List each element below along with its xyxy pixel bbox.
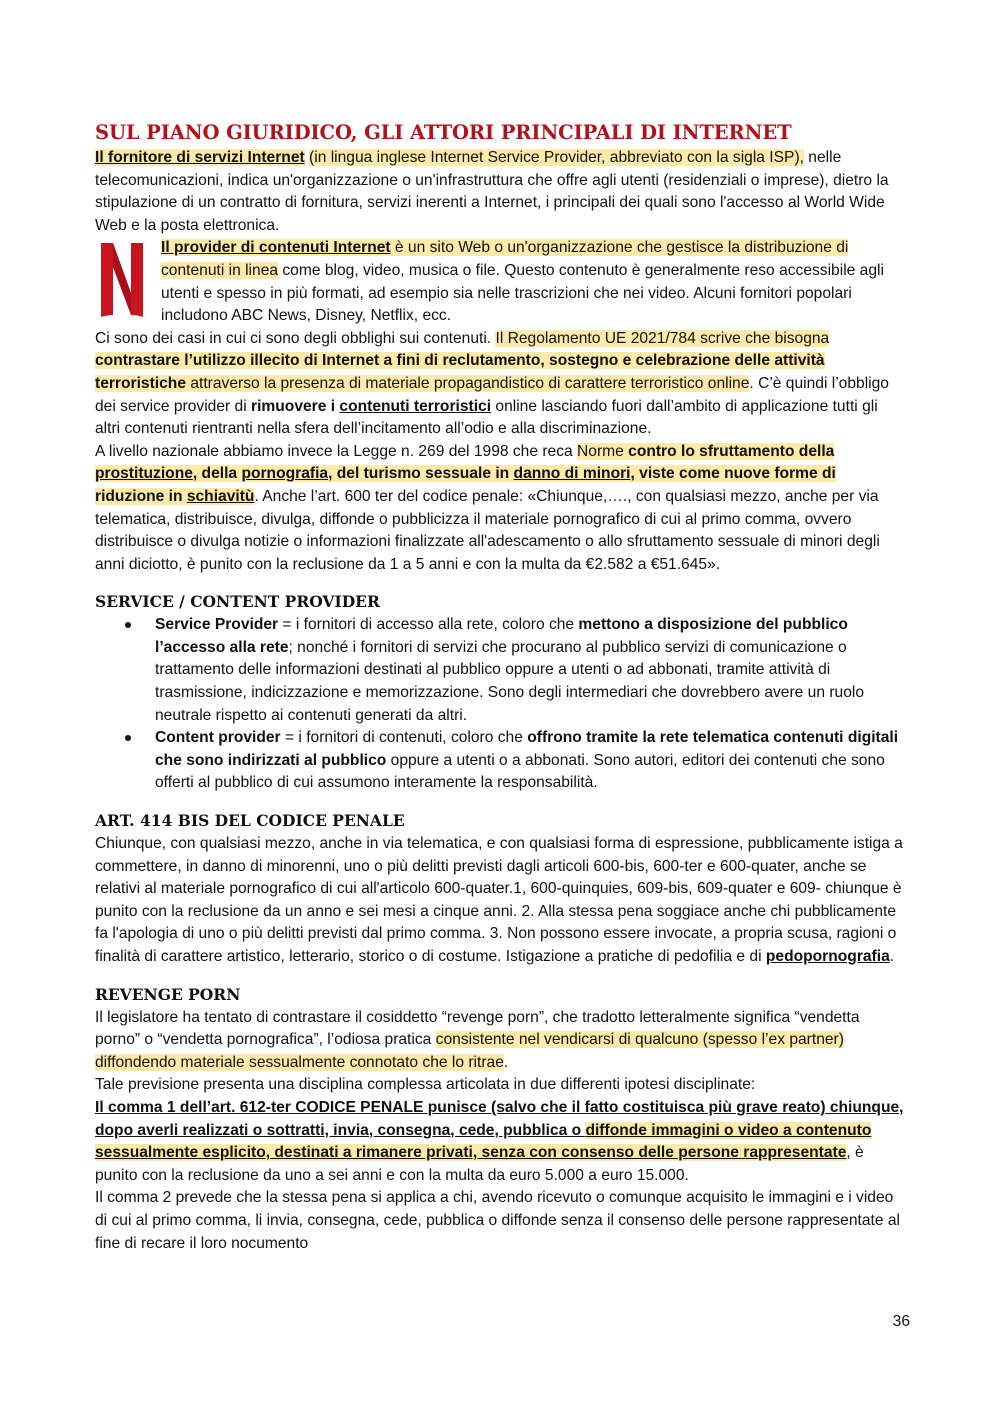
isp-rest: nelle telecomunicazioni, indica un'organizzazione o un'infrastruttura che offre agli utenti (residenziali o imprese), dietro la stipulazione di un contratto di fornitura, servizi inerenti a Internet, i principali dei quali sono l'accesso al World Wide Web e la posta elettronica. <box>95 149 889 234</box>
revenge-comma1-bold: Il comma 1 dell’art. 612-ter CODICE PENALE punisce (salvo che il fatto costituisca più grave reato) chiunque, dopo averli realizzati o sottratti, invia, consegna, cede, pubblica o <box>95 1098 904 1139</box>
obblighi-hl-bold: contrastare l’utilizzo illecito di Internet a fini di reclutamento, sostegno e celebrazione delle attività terroristiche <box>95 352 825 392</box>
revenge-paragraph-4: Il comma 2 prevede che la stessa pena si applica a chi, avendo ricevuto o comunque acquisito le immagini e i video di cui al primo comma, li invia, consegna, cede, pubblica o diffonde senza il consenso delle persone rappresentate al fine di recare il loro nocumento <box>95 1189 901 1252</box>
legge-hl-1: Norme <box>577 442 629 460</box>
isp-paragraph <box>95 147 907 237</box>
isp-paren: (in lingua inglese Internet Service Provider, abbreviato con la sigla ISP), <box>309 149 804 166</box>
art414-bold: pedopornografia <box>765 948 890 965</box>
revenge-hl-1: consistente nel vendicarsi di qualcuno (spesso l’ex partner) diffondendo materiale sessualmente connotato che lo ritrae <box>95 1031 844 1071</box>
list-item <box>95 727 907 795</box>
art414-paragraph <box>95 833 907 969</box>
bullet-icon <box>125 735 131 741</box>
obblighi-bold-2: contenuti terroristici <box>339 397 492 415</box>
revenge-text-2: . <box>503 1053 509 1071</box>
content-provider-term: Il provider di contenuti Internet <box>161 239 391 257</box>
legge-hl-4: , della <box>192 465 242 483</box>
section-heading-art414: ART. 414 BIS DEL CODICE PENALE <box>95 811 405 831</box>
providers-list <box>95 614 907 795</box>
content-provider-block <box>95 237 907 327</box>
bullet-icon <box>125 622 131 628</box>
netflix-logo-icon <box>95 237 153 323</box>
obblighi-bold-1: rimuovere i <box>251 397 340 415</box>
obblighi-text-2: . C’è quindi l’obbligo dei service provider di <box>95 374 889 415</box>
page-number: 36 <box>892 1313 910 1330</box>
item-bold: mettono a disposizione del pubblico l’accesso alla rete <box>155 616 848 656</box>
legge-hl-3: prostituzione <box>95 465 193 483</box>
obblighi-text-3: online lasciando fuori dall’ambito di applicazione tutti gli altri contenuti rientranti nella sfera dell’incitamento all’odio e alla discriminazione. <box>95 397 878 438</box>
content-provider-rest: come blog, video, musica o file. Questo contenuto è generalmente reso accessibile agli utenti e spesso in più formati, ad esempio sia nelle trascrizioni che nei video. Alcuni fornitori popolari includono ABC News, Disney, Netflix, ecc. <box>161 261 884 325</box>
item-text-2: ; nonché i fornitori di servizi che procurano al pubblico servizi di comunicazione o trattamento delle informazioni destinati al pubblico oppure a utenti o ad abbonati, tramite attività di trasmissione, indicizzazione e memorizzazione. Sono degli intermediari che dovrebbero avere un ruolo neutrale rispetto ai contenuti generati da altri. <box>155 638 865 724</box>
revenge-paragraph-3 <box>95 1097 907 1187</box>
item-text-2: oppure a utenti o a abbonati. Sono autori, editori dei contenuti che sono offerti al pubblico di cui assumono interamente la responsabilità. <box>155 751 885 792</box>
content-provider-paragraph <box>161 237 907 327</box>
revenge-comma1-text: , è punito con la reclusione da uno a sei anni e con la multa da euro 5.000 a euro 15.000. <box>95 1144 864 1184</box>
revenge-comma1-hl: diffonde immagini o video a contenuto sessualmente esplicito, destinati a rimanere privati, senza con consenso delle persone rappresentate <box>95 1121 872 1162</box>
item-term: Content provider <box>155 729 281 747</box>
legge-text-1: A livello nazionale abbiamo invece la Legge n. 269 del 1998 che reca <box>95 442 578 460</box>
legge-hl-2: contro lo sfruttamento della <box>628 442 835 460</box>
item-text-1: = i fornitori di accesso alla rete, coloro che <box>278 616 579 634</box>
legge-hl-5: pornografia <box>241 465 329 483</box>
item-bold: offrono tramite la rete telematica contenuti digitali che sono indirizzati al pubblico <box>155 729 899 769</box>
legge-hl-6: , del turismo sessuale in <box>328 465 514 483</box>
list-item <box>95 614 907 727</box>
art414-end: . <box>889 948 895 965</box>
obblighi-paragraph <box>95 328 907 441</box>
isp-term: Il fornitore di servizi Internet <box>95 149 305 166</box>
art414-text: Chiunque, con qualsiasi mezzo, anche in via telematica, e con qualsiasi forma di espressione, pubblicamente istiga a commettere, in danno di minorenni, uno o più delitti previsti dagli articoli 600-bis, 600-ter e 600-quater, anche se relativi al materiale pornografico di cui all'articolo 600-quater.1, 600-quinquies, 609-bis, 609-quater e 609- chiunque è punito con la reclusione da un anno e sei mesi a cinque anni. 2. Alla stessa pena soggiace anche chi pubblicamente fa l'apologia di uno o più delitti previsti dal primo comma. 3. Non possono essere invocate, a propria scusa, ragioni o finalità di carattere artistico, letterario, storico o di costume. Istigazione a pratiche di pedofilia e di <box>95 835 903 965</box>
legge-hl-9: schiavitù <box>186 487 255 505</box>
legge-hl-7: danno di minori <box>513 465 631 483</box>
revenge-text-1: Il legislatore ha tentato di contrastare il cosiddetto “revenge porn”, che tradotto letteralmente significa “vendetta porno” o “vendetta pornografica”, l’odiosa pratica <box>95 1008 860 1049</box>
revenge-paragraph-2: Tale previsione presenta una disciplina complessa articolata in due differenti ipotesi disciplinate: <box>95 1076 756 1094</box>
page-content <box>95 119 907 1255</box>
legge-text-2: . Anche l’art. 600 ter del codice penale: «Chiunque,…., con qualsiasi mezzo, anche per via telematica, distribuisce, divulga, diffonde o pubblicizza il materiale pornografico di cui al primo comma, ovvero distribuisce o divulga notizie o informazioni finalizzate all'adescamento o allo sfruttamento sessuale di minori degli anni diciotto, è punito con la reclusione da 1 a 5 anni e con la multa da €2.582 a €51.645». <box>95 487 880 573</box>
legge-hl-8: , viste come nuove forme di riduzione in <box>95 465 836 505</box>
content-provider-hl: è un sito Web o un'organizzazione che gestisce la distribuzione di contenuti in linea <box>161 239 849 279</box>
obblighi-text-1: Ci sono dei casi in cui ci sono degli obblighi sui contenuti. <box>95 329 496 347</box>
legge-paragraph <box>95 441 907 577</box>
item-term: Service Provider <box>155 616 279 634</box>
obblighi-hl-1: Il Regolamento UE 2021/784 scrive che bisogna <box>495 329 830 347</box>
item-text-1: = i fornitori di contenuti, coloro che <box>280 729 528 747</box>
obblighi-hl-2: attraverso la presenza di materiale propagandistico di carattere terroristico online <box>186 374 750 392</box>
revenge-paragraph-1 <box>95 1007 907 1075</box>
page-title: SUL PIANO GIURIDICO, GLI ATTORI PRINCIPALI DI INTERNET <box>95 121 792 144</box>
section-heading-providers: SERVICE / CONTENT PROVIDER <box>95 592 380 612</box>
section-heading-revenge: REVENGE PORN <box>95 984 241 1004</box>
